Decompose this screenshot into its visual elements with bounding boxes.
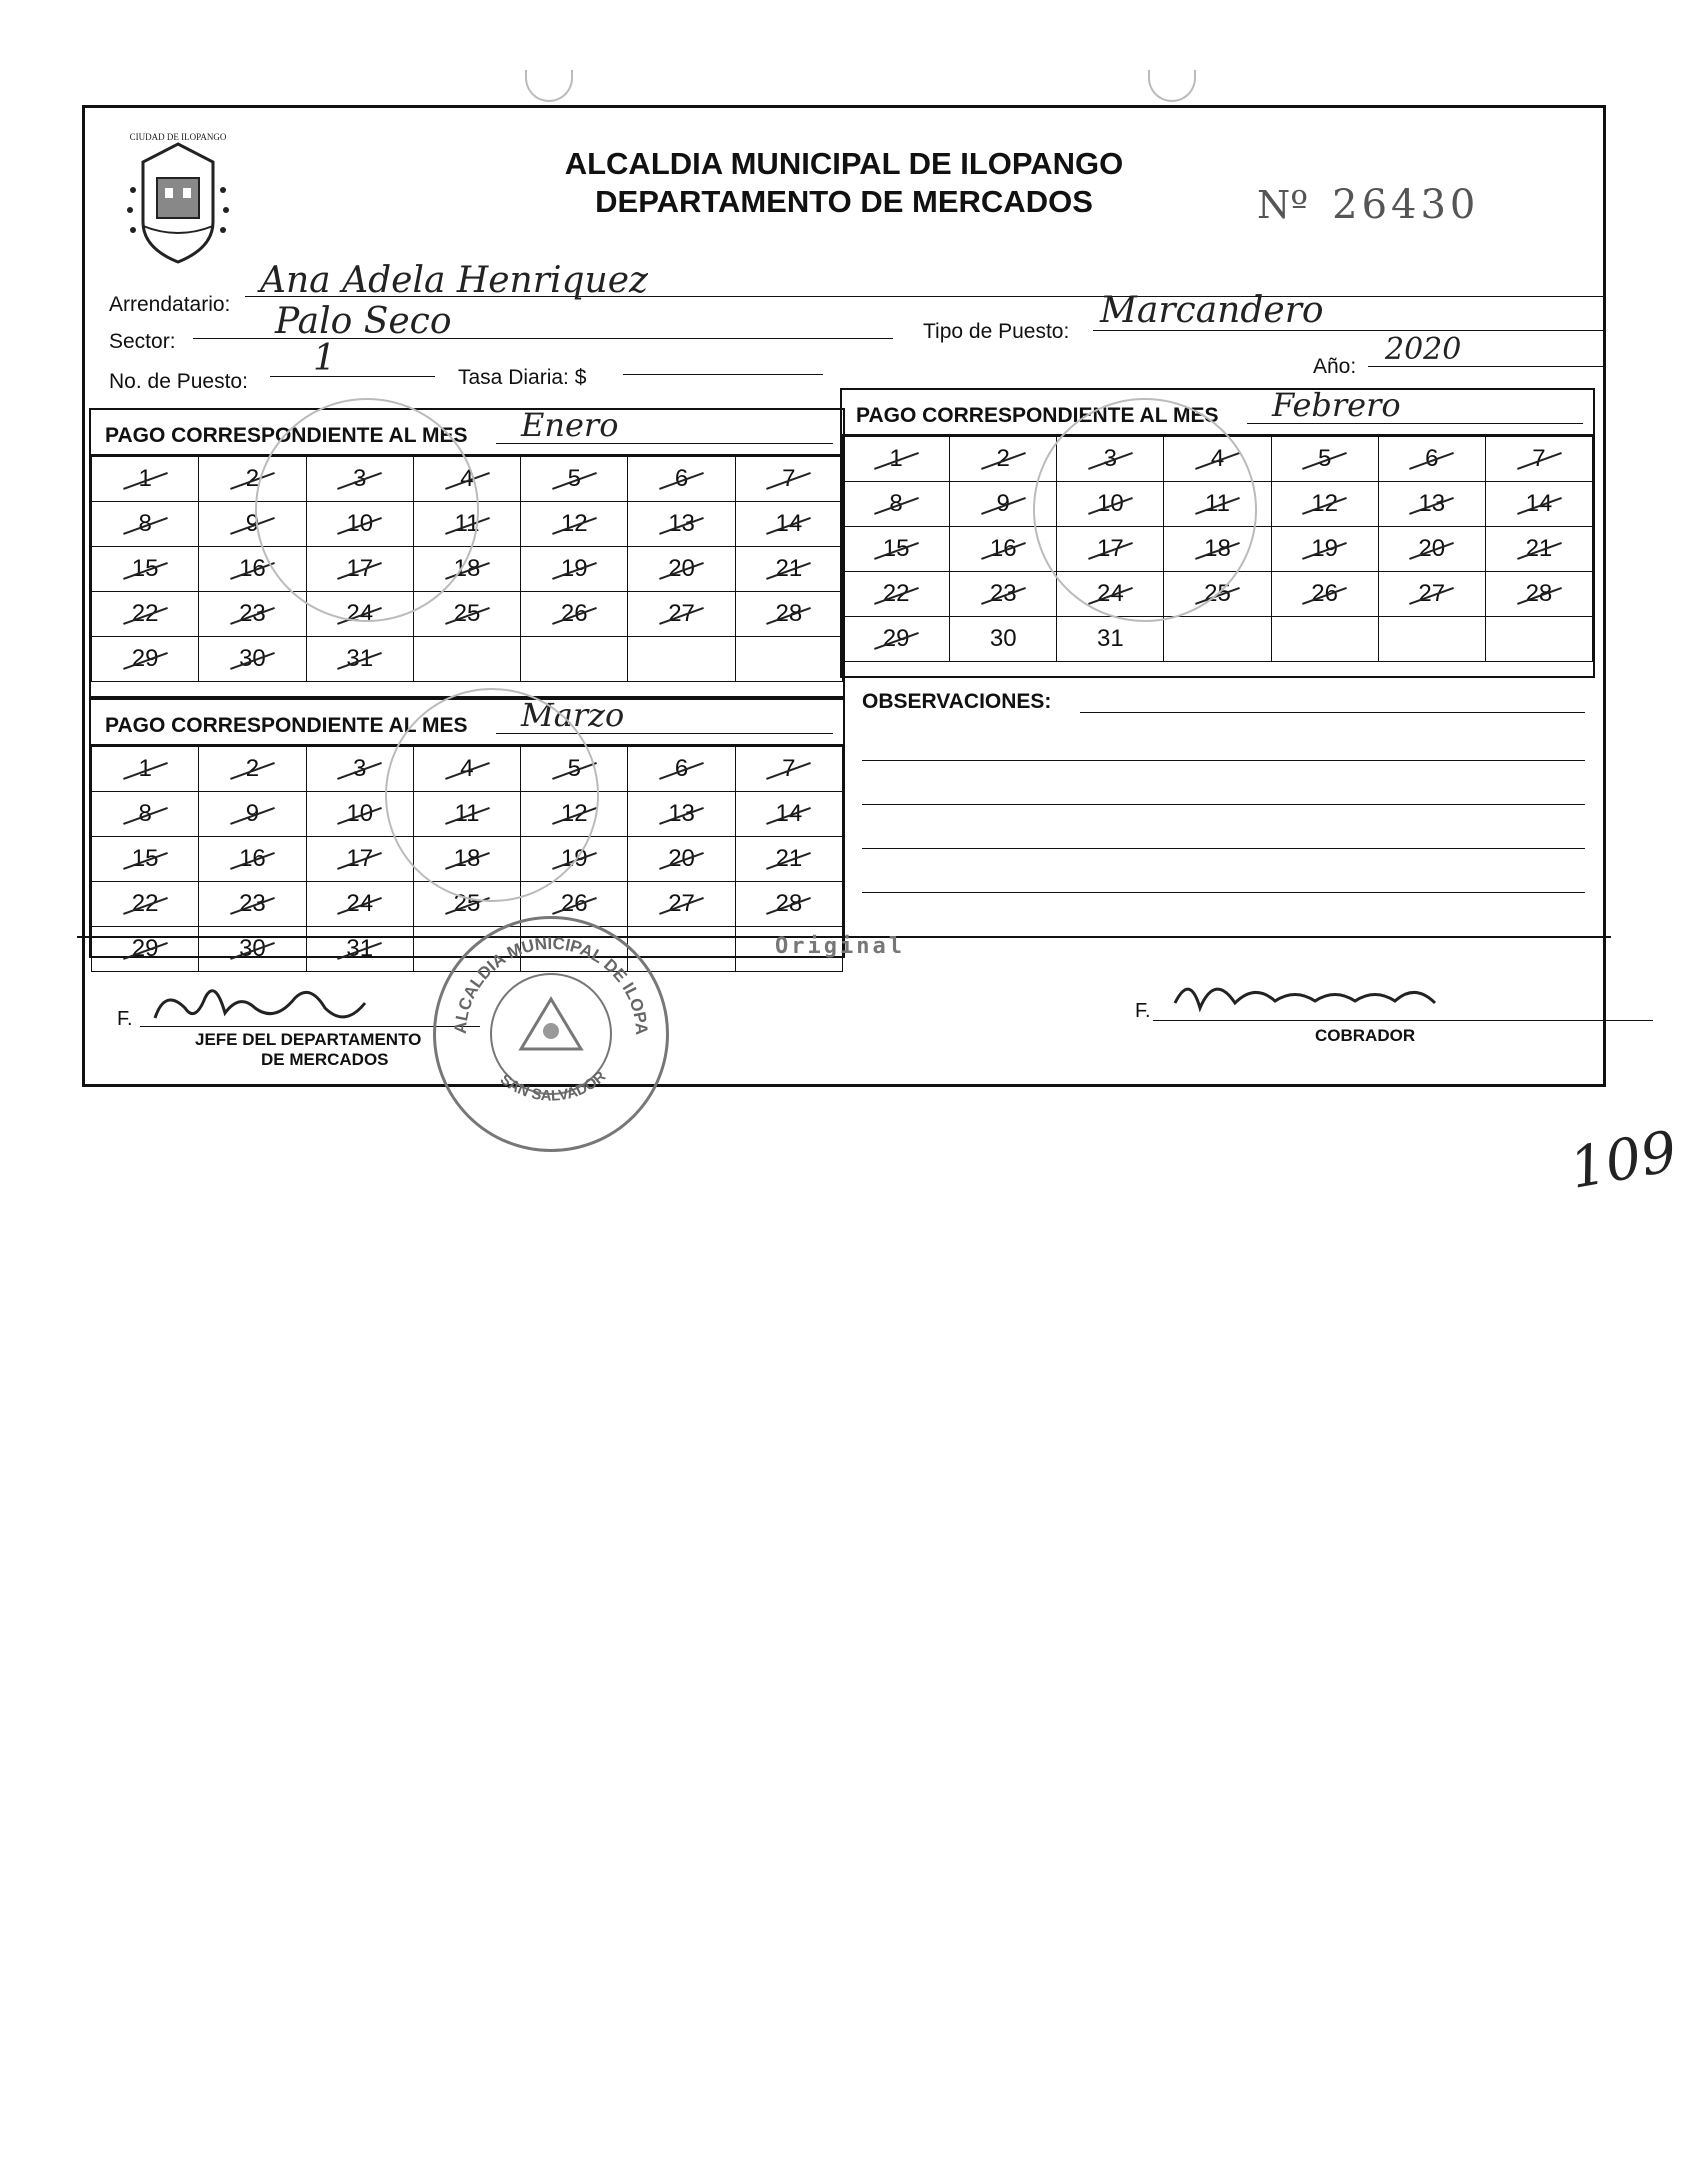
day-cell-8: 8 xyxy=(92,792,199,837)
day-cell-16: 16 xyxy=(199,547,306,592)
day-cell-9: 9 xyxy=(199,792,306,837)
day-cell-12: 12 xyxy=(521,792,628,837)
page-number: 109 xyxy=(1565,1119,1682,1202)
month-label: PAGO CORRESPONDIENTE AL MES xyxy=(105,714,468,737)
day-cell-7: 7 xyxy=(735,747,842,792)
day-cell-7: 7 xyxy=(735,457,842,502)
no-puesto-value: 1 xyxy=(313,338,336,379)
day-cell-2: 2 xyxy=(950,437,1057,482)
anio-value: 2020 xyxy=(1385,332,1462,367)
tipo-puesto-value: Marcandero xyxy=(1100,290,1324,331)
day-cell-8: 8 xyxy=(92,502,199,547)
day-cell-empty xyxy=(1378,617,1485,662)
day-cell-empty xyxy=(1485,617,1592,662)
day-cell-30: 30 xyxy=(199,927,306,972)
day-cell-25: 25 xyxy=(413,592,520,637)
jefe-signature xyxy=(145,968,405,1038)
day-cell-6: 6 xyxy=(1378,437,1485,482)
day-cell-15: 15 xyxy=(92,837,199,882)
number-label: Nº xyxy=(1257,183,1309,227)
cobrador-signature-prefix: F. xyxy=(1135,1000,1151,1022)
day-cell-18: 18 xyxy=(1164,527,1271,572)
seal-emblem-icon xyxy=(436,919,666,1149)
day-cell-27: 27 xyxy=(1378,572,1485,617)
day-cell-6: 6 xyxy=(628,457,735,502)
sector-label: Sector: xyxy=(109,330,176,353)
day-cell-empty xyxy=(413,637,520,682)
day-cell-19: 19 xyxy=(521,547,628,592)
day-cell-23: 23 xyxy=(199,592,306,637)
day-cell-24: 24 xyxy=(306,882,413,927)
market-payment-card xyxy=(82,105,1606,1105)
day-cell-17: 17 xyxy=(1057,527,1164,572)
month-label: PAGO CORRESPONDIENTE AL MES xyxy=(105,424,468,447)
day-cell-27: 27 xyxy=(628,592,735,637)
day-cell-27: 27 xyxy=(628,882,735,927)
day-cell-5: 5 xyxy=(521,747,628,792)
day-cell-10: 10 xyxy=(306,792,413,837)
days-row xyxy=(92,592,843,637)
day-cell-4: 4 xyxy=(413,457,520,502)
day-cell-23: 23 xyxy=(950,572,1057,617)
day-cell-11: 11 xyxy=(413,502,520,547)
day-cell-8: 8 xyxy=(843,482,950,527)
day-cell-26: 26 xyxy=(521,882,628,927)
day-cell-13: 13 xyxy=(628,792,735,837)
day-cell-7: 7 xyxy=(1485,437,1592,482)
day-cell-1: 1 xyxy=(92,747,199,792)
no-puesto-line xyxy=(270,376,435,377)
observaciones-line-3 xyxy=(862,804,1585,805)
day-cell-14: 14 xyxy=(735,502,842,547)
day-cell-31: 31 xyxy=(306,637,413,682)
day-cell-30: 30 xyxy=(950,617,1057,662)
original-mark: Original xyxy=(775,934,905,959)
day-cell-17: 17 xyxy=(306,547,413,592)
day-cell-empty xyxy=(1271,617,1378,662)
day-cell-9: 9 xyxy=(950,482,1057,527)
days-row xyxy=(843,617,1593,662)
punch-hole-right xyxy=(1148,70,1196,102)
day-cell-10: 10 xyxy=(1057,482,1164,527)
form-number xyxy=(1257,182,1479,228)
day-cell-15: 15 xyxy=(843,527,950,572)
faint-stamp-marzo xyxy=(385,688,599,902)
day-cell-15: 15 xyxy=(92,547,199,592)
day-cell-30: 30 xyxy=(199,637,306,682)
jefe-title-line2: DE MERCADOS xyxy=(261,1050,389,1069)
day-cell-25: 25 xyxy=(413,882,520,927)
day-cell-3: 3 xyxy=(306,747,413,792)
cobrador-title: COBRADOR xyxy=(1315,1026,1416,1045)
day-cell-1: 1 xyxy=(843,437,950,482)
day-cell-26: 26 xyxy=(1271,572,1378,617)
faint-stamp-enero xyxy=(255,398,479,622)
jefe-title-line1: JEFE DEL DEPARTAMENTO xyxy=(195,1030,422,1049)
day-cell-6: 6 xyxy=(628,747,735,792)
cobrador-signature xyxy=(1165,963,1485,1023)
faint-stamp-febrero xyxy=(1033,398,1257,622)
observaciones-line-1 xyxy=(1080,712,1585,713)
day-cell-21: 21 xyxy=(735,547,842,592)
day-cell-21: 21 xyxy=(735,837,842,882)
tipo-puesto-label: Tipo de Puesto: xyxy=(923,320,1070,343)
day-cell-11: 11 xyxy=(1164,482,1271,527)
day-cell-19: 19 xyxy=(1271,527,1378,572)
no-puesto-label: No. de Puesto: xyxy=(109,370,248,393)
day-cell-18: 18 xyxy=(413,547,520,592)
day-cell-28: 28 xyxy=(735,592,842,637)
day-cell-16: 16 xyxy=(199,837,306,882)
day-cell-20: 20 xyxy=(1378,527,1485,572)
day-cell-29: 29 xyxy=(92,637,199,682)
day-cell-24: 24 xyxy=(1057,572,1164,617)
day-cell-16: 16 xyxy=(950,527,1057,572)
day-cell-2: 2 xyxy=(199,747,306,792)
day-cell-31: 31 xyxy=(306,927,413,972)
anio-label: Año: xyxy=(1313,355,1357,378)
day-cell-3: 3 xyxy=(1057,437,1164,482)
observaciones-line-5 xyxy=(862,892,1585,893)
day-cell-12: 12 xyxy=(1271,482,1378,527)
day-cell-5: 5 xyxy=(521,457,628,502)
days-row xyxy=(92,637,843,682)
jefe-signature-prefix: F. xyxy=(117,1008,133,1030)
day-cell-25: 25 xyxy=(1164,572,1271,617)
day-cell-28: 28 xyxy=(735,882,842,927)
day-cell-22: 22 xyxy=(843,572,950,617)
day-cell-26: 26 xyxy=(521,592,628,637)
number-value: 26430 xyxy=(1332,182,1480,228)
seal-text-bottom: SAN SALVADOR xyxy=(496,1067,610,1105)
day-cell-1: 1 xyxy=(92,457,199,502)
observaciones-panel xyxy=(840,678,1595,958)
day-cell-12: 12 xyxy=(521,502,628,547)
day-cell-5: 5 xyxy=(1271,437,1378,482)
observaciones-label: OBSERVACIONES: xyxy=(862,690,1052,713)
day-cell-empty xyxy=(735,637,842,682)
arrendatario-label: Arrendatario: xyxy=(109,293,231,316)
month-name: Febrero xyxy=(1272,386,1401,424)
day-cell-29: 29 xyxy=(843,617,950,662)
official-seal-stamp xyxy=(433,916,669,1152)
month-name: Marzo xyxy=(521,696,625,734)
day-cell-22: 22 xyxy=(92,592,199,637)
observaciones-line-4 xyxy=(862,848,1585,849)
observaciones-line-2 xyxy=(862,760,1585,761)
day-cell-17: 17 xyxy=(306,837,413,882)
title-department: DEPARTAMENTO DE MERCADOS xyxy=(595,184,1093,219)
day-cell-22: 22 xyxy=(92,882,199,927)
day-cell-3: 3 xyxy=(306,457,413,502)
day-cell-empty xyxy=(1164,617,1271,662)
month-header xyxy=(91,406,843,456)
title-municipality: ALCALDIA MUNICIPAL DE ILOPANGO xyxy=(564,146,1124,181)
day-cell-31: 31 xyxy=(1057,617,1164,662)
day-cell-23: 23 xyxy=(199,882,306,927)
svg-text:SAN SALVADOR xyxy=(497,1068,609,1105)
seal-text-top: ALCALDIA MUNICIPAL DE ILOPA xyxy=(450,933,652,1036)
tasa-diaria-label: Tasa Diaria: $ xyxy=(458,366,587,389)
day-cell-11: 11 xyxy=(413,792,520,837)
day-cell-2: 2 xyxy=(199,457,306,502)
crest-text: CIUDAD DE ILOPANGO xyxy=(129,132,227,142)
day-cell-18: 18 xyxy=(413,837,520,882)
tasa-diaria-line xyxy=(623,374,823,375)
sector-value: Palo Seco xyxy=(275,301,452,342)
day-cell-10: 10 xyxy=(306,502,413,547)
day-cell-9: 9 xyxy=(199,502,306,547)
day-cell-14: 14 xyxy=(735,792,842,837)
day-cell-28: 28 xyxy=(1485,572,1592,617)
day-cell-13: 13 xyxy=(628,502,735,547)
punch-hole-left xyxy=(525,70,573,102)
day-cell-19: 19 xyxy=(521,837,628,882)
day-cell-empty xyxy=(521,637,628,682)
month-name: Enero xyxy=(521,406,619,444)
day-cell-20: 20 xyxy=(628,547,735,592)
arrendatario-value: Ana Adela Henriquez xyxy=(260,260,648,301)
day-cell-empty xyxy=(628,637,735,682)
day-cell-13: 13 xyxy=(1378,482,1485,527)
day-cell-29: 29 xyxy=(92,927,199,972)
day-cell-14: 14 xyxy=(1485,482,1592,527)
day-cell-4: 4 xyxy=(413,747,520,792)
svg-text:ALCALDIA MUNICIPAL DE ILOPANGO xyxy=(436,919,651,1035)
day-cell-20: 20 xyxy=(628,837,735,882)
day-cell-4: 4 xyxy=(1164,437,1271,482)
day-cell-21: 21 xyxy=(1485,527,1592,572)
day-cell-24: 24 xyxy=(306,592,413,637)
month-label: PAGO CORRESPONDIENTE AL MES xyxy=(856,404,1219,427)
